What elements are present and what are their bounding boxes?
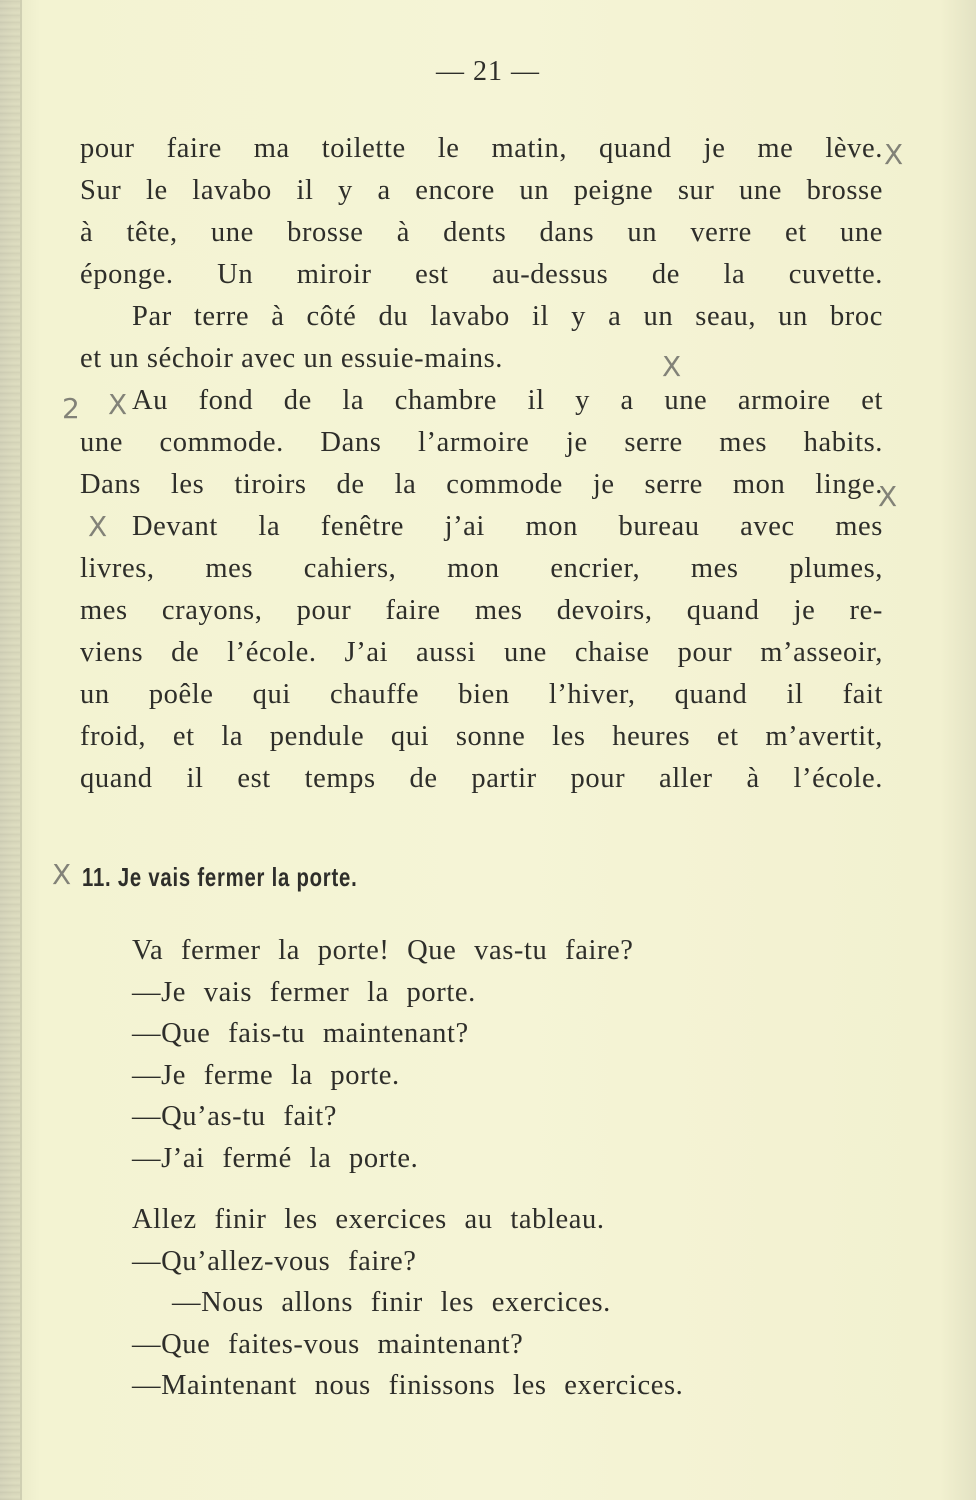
dialogue-line: Va fermer la porte! Que vas-tu faire?: [132, 935, 634, 966]
dialogue-line: —Qu’as-tu fait?: [132, 1101, 337, 1132]
body-line: à tête, une brosse à dents dans un verre et une: [80, 217, 883, 248]
page-number: — 21 —: [436, 56, 540, 87]
body-line: mes crayons, pour faire mes devoirs, quand je re-: [80, 595, 883, 626]
body-line: éponge. Un miroir est au-dessus de la cuvette.: [80, 259, 883, 290]
body-line: Sur le lavabo il y a encore un peigne sur une brosse: [80, 175, 883, 206]
pencil-cross-mark: X: [52, 858, 72, 891]
pencil-number-mark: 2: [62, 392, 80, 425]
body-line: Devant la fenêtre j’ai mon bureau avec mes: [132, 511, 883, 542]
dialogue-line: —Que fais-tu maintenant?: [132, 1018, 469, 1049]
section-heading: 11. Je vais fermer la porte.: [82, 862, 358, 892]
pencil-cross-mark: X: [884, 138, 904, 171]
body-line: livres, mes cahiers, mon encrier, mes plumes,: [80, 553, 883, 584]
book-binding: [0, 0, 20, 1500]
dialogue-block-2: [132, 1199, 683, 1407]
body-line: froid, et la pendule qui sonne les heures et m’avertit,: [80, 721, 883, 752]
body-line: pour faire ma toilette le matin, quand je me lève.: [80, 133, 883, 164]
dialogue-line: —Que faites-vous maintenant?: [132, 1328, 524, 1360]
dialogue-line: Allez finir les exercices au tableau.: [132, 1204, 605, 1235]
dialogue-line: —Je vais fermer la porte.: [132, 976, 476, 1008]
dialogue-line: —Nous allons finir les exercices.: [172, 1287, 611, 1318]
pencil-cross-mark: X: [662, 350, 682, 383]
body-text: [80, 128, 883, 800]
pencil-cross-mark: X: [878, 480, 898, 513]
body-line: Dans les tiroirs de la commode je serre mon linge.: [80, 469, 883, 500]
page-edge: [20, 0, 22, 1500]
body-line: un poêle qui chauffe bien l’hiver, quand il fait: [80, 679, 883, 710]
body-line: et un séchoir avec un essuie-mains.: [80, 343, 504, 374]
dialogue-line: —Qu’allez-vous faire?: [132, 1245, 417, 1277]
dialogue-line: —Je ferme la porte.: [132, 1059, 400, 1091]
pencil-cross-mark: X: [108, 388, 128, 421]
body-line: viens de l’école. J’ai aussi une chaise pour m’asseoir,: [80, 637, 883, 668]
dialogue-line: —J’ai fermé la porte.: [132, 1142, 419, 1174]
body-line: une commode. Dans l’armoire je serre mes habits.: [80, 427, 883, 458]
body-line: quand il est temps de partir pour aller à l’école.: [80, 763, 883, 794]
dialogue-block-1: [132, 930, 634, 1179]
pencil-cross-mark: X: [88, 510, 108, 543]
body-line: Au fond de la chambre il y a une armoire et: [132, 385, 883, 416]
body-line: Par terre à côté du lavabo il y a un seau, un broc: [132, 301, 883, 332]
dialogue-line: —Maintenant nous finissons les exercices.: [132, 1370, 684, 1401]
